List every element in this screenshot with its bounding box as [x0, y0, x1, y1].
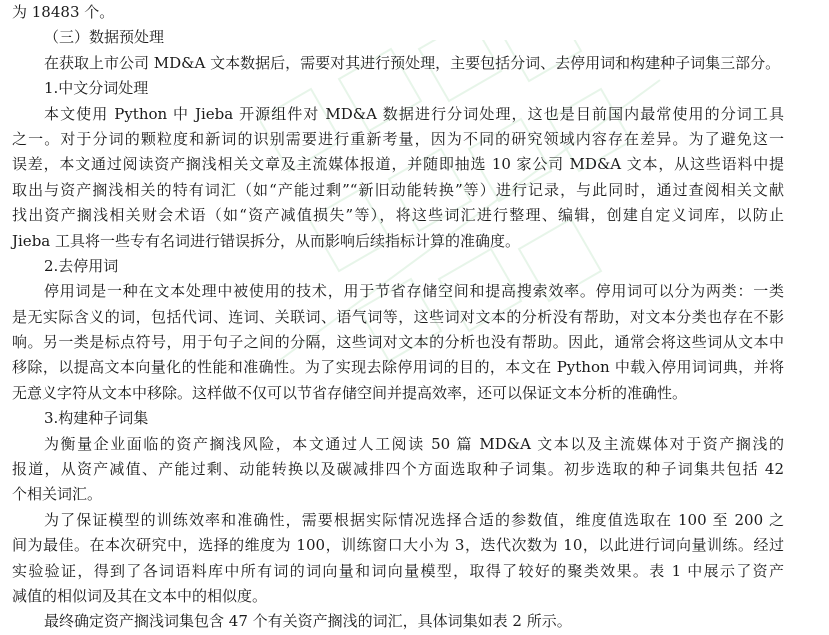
text-line: 响。另一类是标点符号，用于句子之间的分隔，这些词对文本的分析也没有帮助。因此，通常会将这些词从文本中 — [12, 333, 784, 352]
text-line: 减值的相似词及其在文本中的相似度。 — [12, 586, 268, 605]
text-line: 误差，本文通过阅读资产搁浅相关文章及主流媒体报道，并随即抽选 10 家公司 MD&A 文本，从这些语料中提 — [12, 155, 784, 174]
text-line: 为了保证模型的训练效率和准确性，需要根据实际情况选择合适的参数值，维度值选取在 100 至 200 之 — [44, 510, 784, 529]
text-line: 移除，以提高文本向量化的性能和准确性。为了实现去除停用词的目的，本文在 Python 中载入停用词词典，并将 — [12, 358, 784, 377]
text-line: 最终确定资产搁浅词集包含 47 个有关资产搁浅的词汇，具体词集如表 2 所示。 — [44, 612, 572, 631]
text-line: 3.构建种子词集 — [44, 409, 149, 428]
text-line: Jieba 工具将一些专有名词进行错误拆分，从而影响后续指标计算的准确度。 — [12, 231, 521, 250]
text-line: 是无实际含义的词，包括代词、连词、关联词、语气词等，这些词对文本的分析没有帮助，对文本分类也存在不影 — [12, 307, 784, 326]
text-line: 实验验证，得到了各词语料库中所有词的词向量和词向量模型，取得了较好的聚类效果。表 1 中展示了资产 — [12, 561, 784, 580]
text-line: 停用词是一种在文本处理中被使用的技术，用于节省存储空间和提高搜索效率。停用词可以分为两类：一类 — [44, 282, 784, 301]
text-line: 为衡量企业面临的资产搁浅风险，本文通过人工阅读 50 篇 MD&A 文本以及主流媒体对于资产搁浅的 — [44, 434, 784, 453]
text-line: 2.去停用词 — [44, 256, 119, 275]
text-line: 找出资产搁浅相关财会术语（如“资产减值损失”等），将这些词汇进行整理、编辑，创建自定义词库，以防止 — [12, 206, 784, 225]
text-line: 1.中文分词处理 — [44, 79, 149, 98]
text-line: 个相关词汇。 — [12, 485, 103, 504]
text-line: 之一。对于分词的颗粒度和新词的识别需要进行重新考量，因为不同的研究领域内容存在差异。为了避免这一 — [12, 129, 784, 148]
text-line: 报道，从资产减值、产能过剩、动能转换以及碳减排四个方面选取种子词集。初步选取的种子词集共包括 42 — [12, 460, 784, 479]
text-line: 在获取上市公司 MD&A 文本数据后，需要对其进行预处理，主要包括分词、去停用词和构建种子词集三部分。 — [44, 53, 781, 72]
text-line: 本文使用 Python 中 Jieba 开源组件对 MD&A 数据进行分词处理，这也是目前国内最常使用的分词工具 — [44, 104, 784, 123]
document-body — [12, 0, 784, 635]
text-line: 为 18483 个。 — [12, 3, 115, 21]
text-line: 取出与资产搁浅相关的特有词汇（如“产能过剩”“新旧动能转换”等）进行记录，与此同时，通过查阅相关文献 — [12, 180, 784, 199]
text-line: （三）数据预处理 — [44, 28, 165, 47]
text-line: 间为最佳。在本次研究中，选择的维度为 100，训练窗口大小为 3，迭代次数为 10，以此进行词向量训练。经过 — [12, 536, 784, 555]
text-line: 无意义字符从文本中移除。这样做不仅可以节省存储空间并提高效率，还可以保证文本分析的准确性。 — [12, 383, 688, 402]
